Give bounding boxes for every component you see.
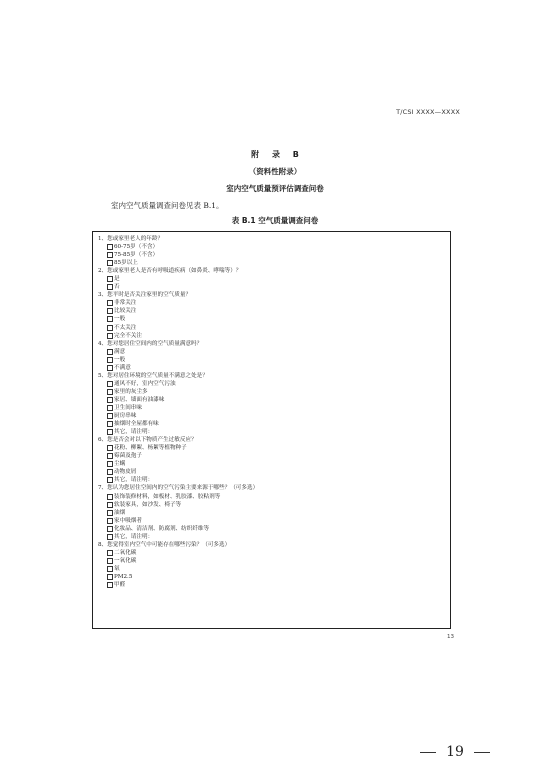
page-dash-right (474, 752, 490, 753)
option-item (98, 259, 445, 267)
option-item (98, 444, 445, 452)
option-item (98, 493, 445, 501)
option-item (98, 332, 445, 340)
checkbox-icon[interactable] (107, 526, 113, 532)
checkbox-icon[interactable] (107, 300, 113, 306)
option-item (98, 356, 445, 364)
checkbox-icon[interactable] (107, 325, 113, 331)
option-item (98, 573, 445, 581)
option-item (98, 420, 445, 428)
option-label: 家里的灰尘多 (114, 388, 148, 395)
option-label: 家中吸烟者 (114, 517, 142, 524)
option-item (98, 299, 445, 307)
option-label: 60-75岁（不含） (114, 244, 159, 251)
question-label: 4、您对您居住空间内的空气质量满意吗？ (98, 340, 203, 347)
option-item (98, 348, 445, 356)
option-label: 比较关注 (114, 308, 137, 315)
page-number-block (420, 743, 490, 761)
intro-text: 室内空气质量调查问卷见表 B.1。 (111, 201, 224, 210)
checkbox-icon[interactable] (107, 276, 113, 282)
option-label: 抽烟时全屋都有味 (114, 421, 159, 428)
checkbox-icon[interactable] (107, 550, 113, 556)
checkbox-icon[interactable] (107, 534, 113, 540)
option-item (98, 283, 445, 291)
option-label: 油烟 (114, 509, 126, 516)
option-item (98, 380, 445, 388)
inner-page-number: 13 (447, 634, 454, 640)
checkbox-icon[interactable] (107, 405, 113, 411)
option-item (98, 581, 445, 589)
checkbox-icon[interactable] (107, 461, 113, 467)
checkbox-icon[interactable] (107, 453, 113, 459)
option-item (98, 565, 445, 573)
option-item (98, 428, 445, 436)
option-label: 否 (114, 284, 120, 291)
option-label: 75-85岁（不含） (114, 252, 159, 259)
appendix-name: 室内空气质量预评估调查问卷 (226, 184, 324, 193)
question-text (98, 340, 445, 348)
option-label: 动物皮屑 (114, 469, 137, 476)
option-label: 完全不关注 (114, 332, 142, 339)
table-caption: 表 B.1 空气质量调查问卷 (231, 216, 319, 225)
option-label: 其它，请注明： (114, 533, 154, 540)
option-item (98, 324, 445, 332)
option-label: 一般 (114, 316, 126, 323)
option-label: 尘螨 (114, 461, 126, 468)
option-item (98, 468, 445, 476)
question-text (98, 541, 445, 549)
option-label: 卫生间串味 (114, 404, 142, 411)
option-label: 85岁以上 (114, 260, 138, 267)
standard-code: T/CSI XXXX—XXXX (396, 108, 460, 116)
checkbox-icon[interactable] (107, 421, 113, 427)
checkbox-icon[interactable] (107, 477, 113, 483)
option-label: 厨房串味 (114, 413, 137, 420)
checkbox-icon[interactable] (107, 518, 113, 524)
checkbox-icon[interactable] (107, 357, 113, 363)
option-label: 其它，请注明： (114, 429, 154, 436)
appendix-title: 附 录 B (251, 150, 299, 159)
option-item (98, 364, 445, 372)
questionnaire-box (92, 231, 451, 629)
option-label: 一般 (114, 356, 126, 363)
question-label: 6、您是否会对以下物质产生过敏反应？ (98, 437, 197, 444)
checkbox-icon[interactable] (107, 582, 113, 588)
option-label: 通风不好，室内空气污浊 (114, 380, 176, 387)
question-text (98, 372, 445, 380)
option-label: 软装家具，如沙发、椅子等 (114, 501, 182, 508)
option-label: 霉菌及孢子 (114, 453, 142, 460)
checkbox-icon[interactable] (107, 502, 113, 508)
question-text (98, 291, 445, 299)
option-item (98, 315, 445, 323)
question-label: 3、您平时是否关注家里的空气质量？ (98, 292, 192, 299)
checkbox-icon[interactable] (107, 574, 113, 580)
question-label: 8、您觉得室内空气中可能存在哪些污染？（可多选） (98, 541, 231, 548)
option-item (98, 275, 445, 283)
checkbox-icon[interactable] (107, 316, 113, 322)
option-label: 满意 (114, 348, 126, 355)
appendix-type: （资料性附录） (248, 167, 302, 176)
option-label: 非常关注 (114, 300, 137, 307)
checkbox-icon[interactable] (107, 445, 113, 451)
question-text (98, 235, 445, 243)
checkbox-icon[interactable] (107, 333, 113, 339)
question-label: 2、您或家里老人是否有呼吸道疾病（如鼻炎、哮喘等）？ (98, 268, 242, 275)
page-dash-left (420, 752, 436, 753)
option-item (98, 549, 445, 557)
checkbox-icon[interactable] (107, 365, 113, 371)
option-label: 花粉、柳絮、杨絮等植物种子 (114, 445, 187, 452)
page-number: 19 (446, 744, 464, 760)
option-item (98, 404, 445, 412)
checkbox-icon[interactable] (107, 429, 113, 435)
option-label: 装饰装修材料，如板材、乳胶漆、胶粘剂等 (114, 493, 221, 500)
checkbox-icon[interactable] (107, 397, 113, 403)
checkbox-icon[interactable] (107, 566, 113, 572)
option-item (98, 525, 445, 533)
checkbox-icon[interactable] (107, 260, 113, 266)
option-label: 不太关注 (114, 324, 137, 331)
checkbox-icon[interactable] (107, 494, 113, 500)
checkbox-icon[interactable] (107, 510, 113, 516)
checkbox-icon[interactable] (107, 381, 113, 387)
option-label: 甲醛 (114, 582, 126, 589)
option-label: 氡 (114, 565, 120, 572)
checkbox-icon[interactable] (107, 284, 113, 290)
checkbox-icon[interactable] (107, 252, 113, 258)
option-item (98, 460, 445, 468)
option-label: 化妆品、清洁剂、防腐剂、纺织纤维等 (114, 525, 210, 532)
option-item (98, 501, 445, 509)
option-item (98, 388, 445, 396)
option-item (98, 557, 445, 565)
checkbox-icon[interactable] (107, 308, 113, 314)
question-label: 1、您或家里老人的年龄？ (98, 236, 164, 242)
question-text (98, 436, 445, 444)
question-label: 7、您认为您居住空间内的空气污染主要来源于哪些？（可多选） (98, 485, 259, 492)
option-label: 其它，请注明： (114, 477, 154, 484)
option-item (98, 517, 445, 525)
option-item (98, 452, 445, 460)
option-label: 不满意 (114, 364, 131, 371)
checkbox-icon[interactable] (107, 349, 113, 355)
option-label: 二氧化碳 (114, 549, 137, 556)
option-item (98, 307, 445, 315)
checkbox-icon[interactable] (107, 558, 113, 564)
checkbox-icon[interactable] (107, 389, 113, 395)
checkbox-icon[interactable] (107, 469, 113, 475)
option-item (98, 396, 445, 404)
option-item (98, 533, 445, 541)
option-label: PM2.5 (114, 573, 133, 580)
option-label: 一氧化碳 (114, 557, 137, 564)
option-item (98, 243, 445, 251)
checkbox-icon[interactable] (107, 413, 113, 419)
question-label: 5、您对居住环境的空气质量不满意之处是？ (98, 372, 208, 379)
option-item (98, 251, 445, 259)
option-label: 是 (114, 276, 120, 283)
checkbox-icon[interactable] (107, 244, 113, 250)
question-text (98, 267, 445, 275)
option-item (98, 412, 445, 420)
option-label: 家居、墙面有油漆味 (114, 396, 165, 403)
question-text (98, 484, 445, 492)
option-item (98, 476, 445, 484)
option-item (98, 509, 445, 517)
